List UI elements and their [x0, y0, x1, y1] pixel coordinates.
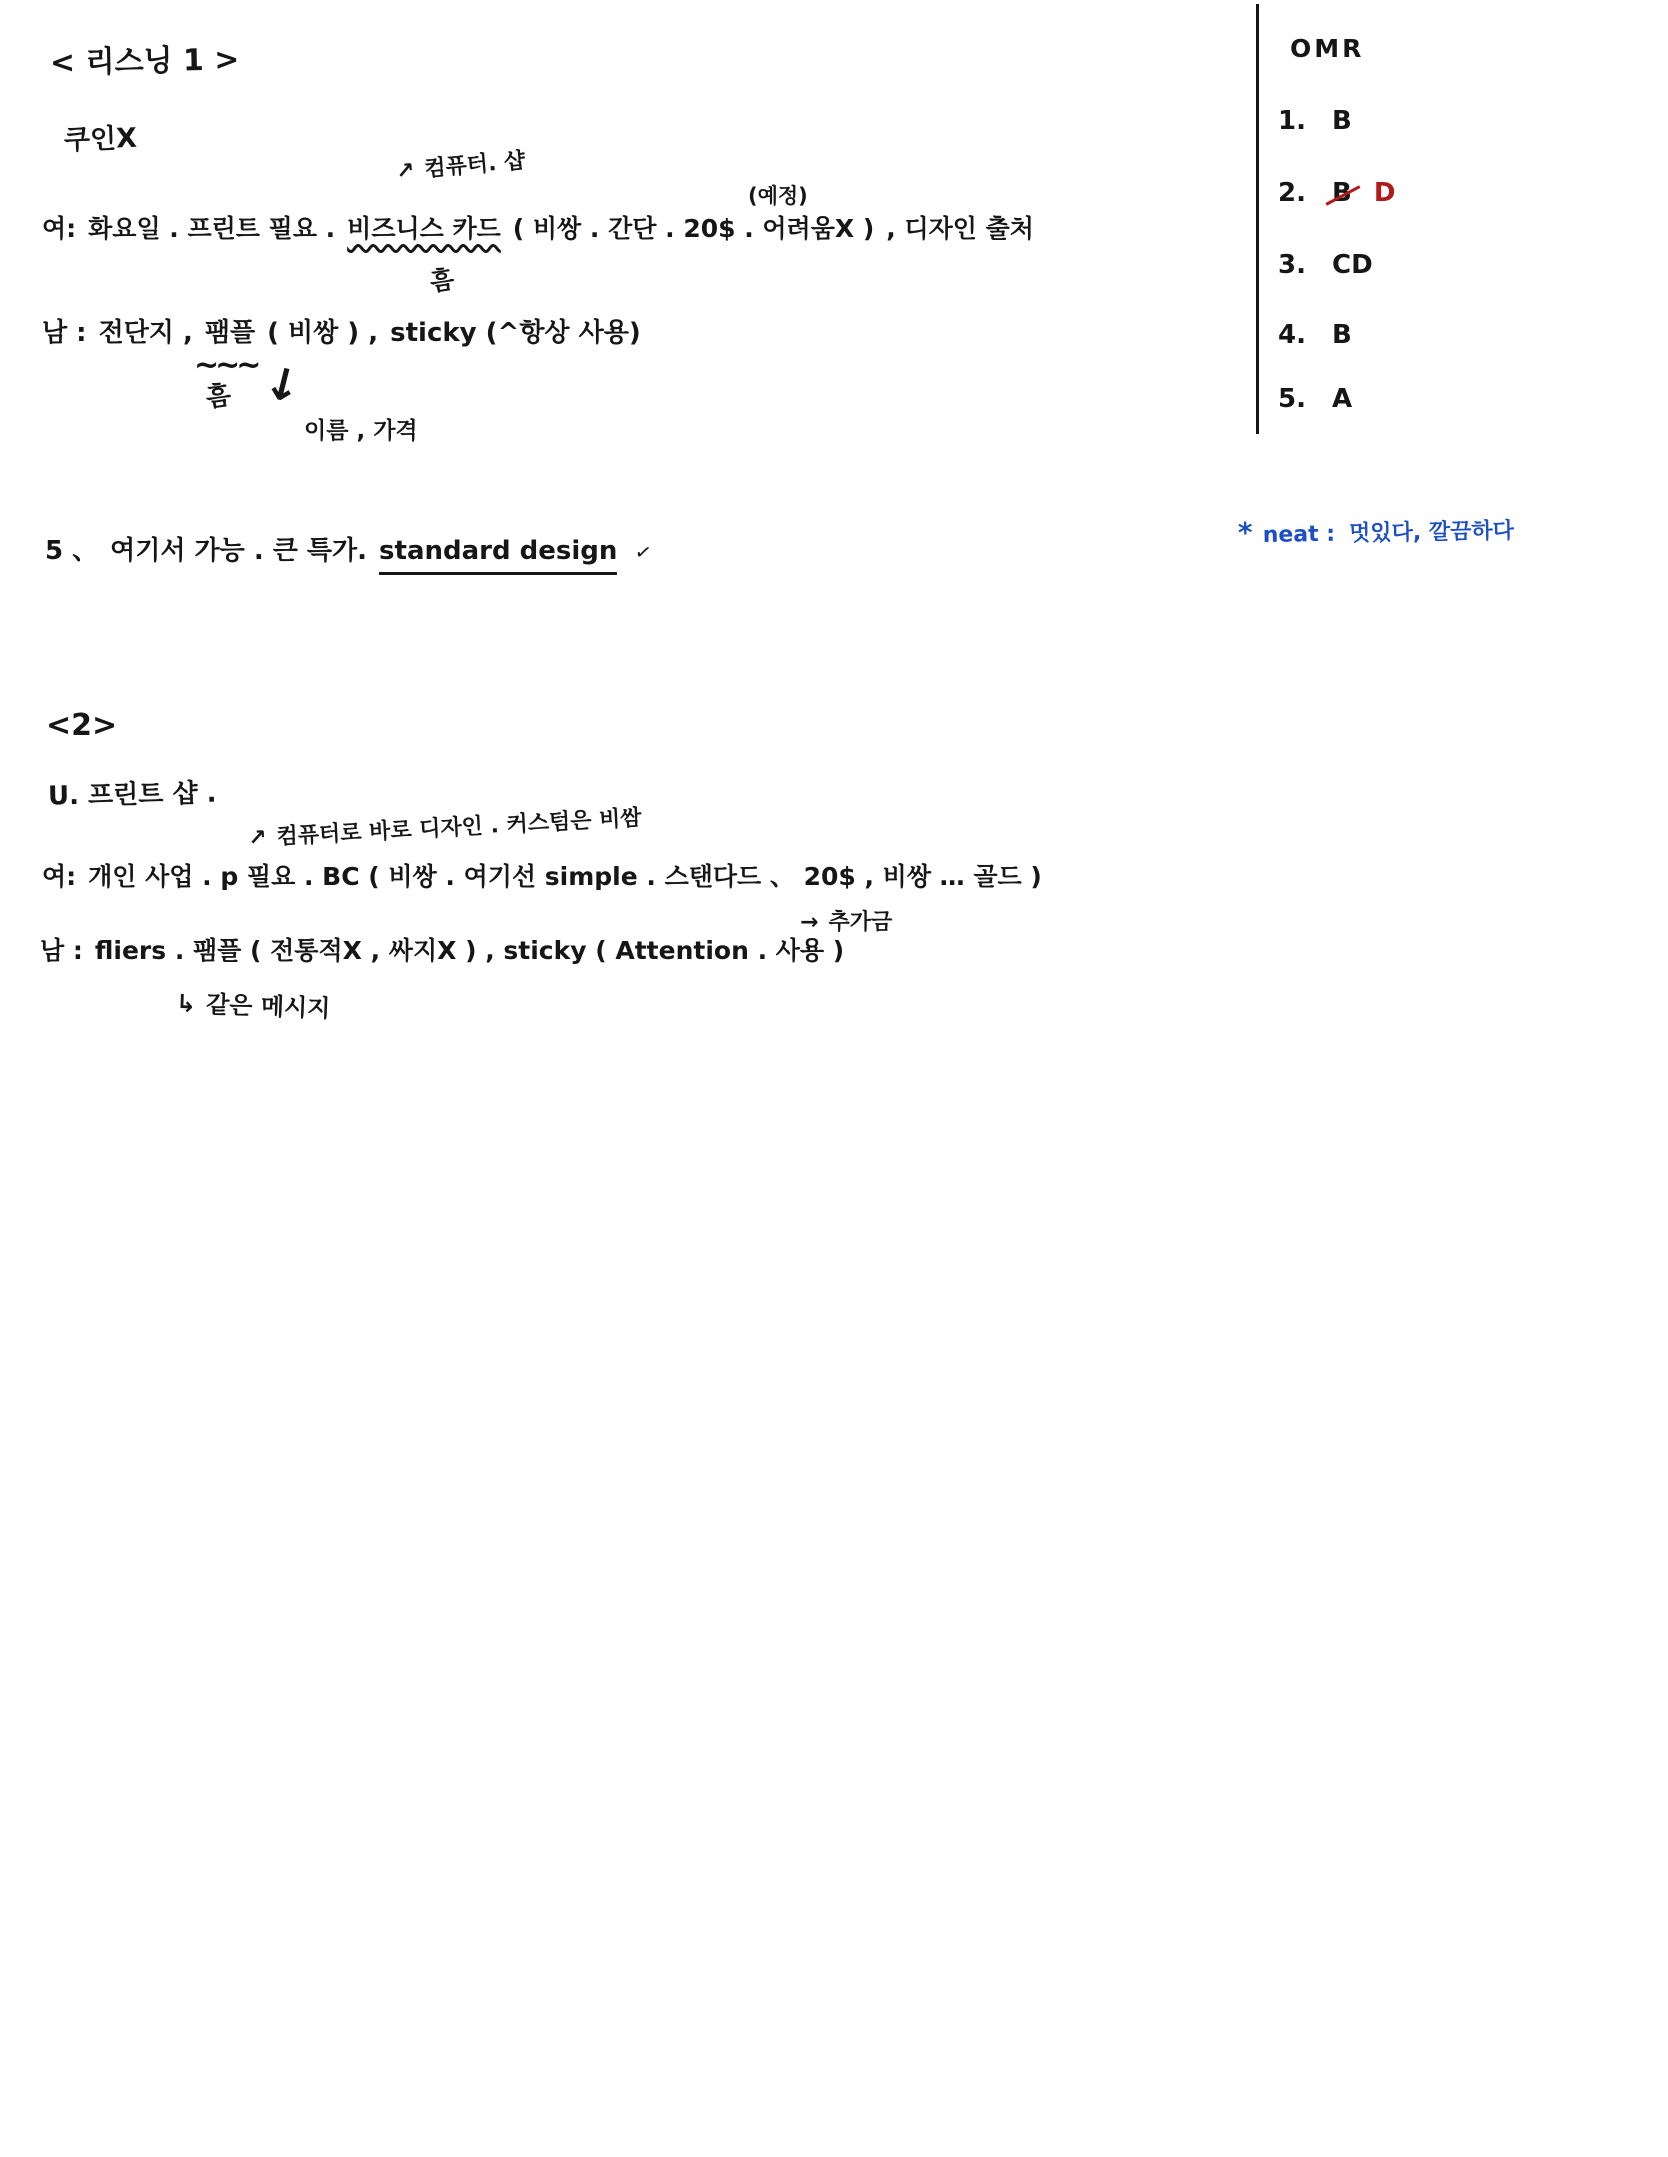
omr-row-3 — [1278, 250, 1395, 280]
woman-line-part2: ( 비쌍 . 간단 . 20$ . 어려움X ) — [512, 214, 875, 243]
up-right-arrow-icon: ↗ — [247, 825, 268, 852]
extra-charge-annotation — [800, 910, 892, 936]
woman-line-part1: 화요일 . 프린트 필요 . — [88, 214, 336, 243]
omr-row-4 — [1278, 320, 1374, 350]
question5-number: 5 、 — [45, 536, 99, 566]
man-line-highlight: 팸플 — [204, 318, 256, 348]
speaker-label-man: 남 : — [40, 936, 83, 965]
arrow-annotation-text: 컴퓨터. 샵 — [423, 148, 527, 183]
omr-answer: B — [1332, 106, 1352, 136]
man-line-part2: ( 비쌍 ) , — [267, 318, 379, 348]
up-right-arrow-icon: ↗ — [395, 158, 416, 185]
omr-answer: A — [1332, 384, 1353, 414]
omr-corrected-answer: D — [1373, 178, 1396, 208]
section1-arrow-annotation — [395, 148, 526, 186]
same-message-annotation — [176, 989, 331, 1023]
omr-row-1 — [1278, 106, 1374, 136]
omr-question-number: 4. — [1278, 320, 1306, 350]
squiggle-mark: ~~~ — [194, 348, 258, 383]
speaker-label-woman: 여: — [42, 862, 77, 891]
omr-question-number: 5. — [1278, 384, 1306, 414]
section1-pre-note: (예정) — [748, 184, 808, 208]
speaker-label-woman: 여: — [42, 214, 77, 243]
man-line-text: fliers . 팸플 ( 전통적X , 싸지X ) , sticky ( Attention . 사용 ) — [94, 936, 845, 965]
section1-title: < 리스닝 1 > — [49, 42, 240, 81]
checkmark-icon: ✓ — [633, 538, 655, 566]
down-arrow-icon: ↓ — [258, 356, 307, 415]
omr-question-number: 3. — [1278, 250, 1306, 280]
omr-question-number: 2. — [1278, 178, 1306, 208]
section2-title: <2> — [46, 708, 118, 743]
section2-woman-line — [42, 862, 1054, 892]
omr-question-number: 1. — [1278, 106, 1306, 136]
omr-row-5 — [1278, 384, 1374, 414]
man-line-part3: sticky (^항상 사용) — [390, 318, 641, 348]
man-line-part1: 전단지 , — [98, 318, 193, 348]
arrow-annotation-text: 컴퓨터로 바로 디자인 . 커스텀은 비쌈 — [275, 805, 643, 850]
speaker-label-man: 남 : — [42, 318, 87, 348]
omr-answer: B — [1332, 320, 1352, 350]
same-message-text: 같은 메시지 — [205, 990, 331, 1023]
omr-answer: CD — [1332, 250, 1373, 280]
section2-subnote: U. 프린트 샵 . — [47, 778, 217, 812]
question5-text: 여기서 가능 . 큰 특가. — [110, 536, 368, 566]
hmm-mark-1: 흠 — [428, 264, 456, 297]
extra-charge-text: 추가금 — [828, 910, 893, 935]
omr-title: OMR — [1290, 34, 1365, 63]
omr-row-2 — [1278, 178, 1395, 208]
vocab-note — [1238, 512, 1514, 550]
woman-line-highlight: 비즈니스 카드 — [347, 214, 501, 243]
asterisk-icon: * — [1237, 516, 1253, 550]
vocab-word: neat : — [1262, 521, 1336, 548]
section1-subnote: 쿠인X — [63, 122, 138, 157]
section2-man-line — [40, 936, 856, 966]
right-arrow-icon: → — [800, 910, 819, 935]
section1-woman-line — [42, 214, 1046, 244]
corner-down-right-arrow-icon: ↳ — [175, 989, 197, 1018]
omr-answer-struck: B — [1332, 178, 1352, 208]
vertical-divider-line — [1256, 4, 1259, 434]
section1-man-line — [42, 318, 653, 349]
down-arrow-note: 이름 , 가격 — [304, 418, 418, 444]
hmm-mark-2: 흠 — [204, 380, 233, 414]
question5-underlined: standard design — [379, 536, 617, 575]
vocab-meaning: 멋있다, 깔끔하다 — [1348, 518, 1515, 547]
section2-arrow-annotation — [248, 806, 643, 853]
section1-question5-line — [45, 536, 664, 575]
woman-line-text: 개인 사업 . p 필요 . BC ( 비쌍 . 여기선 simple . 스탠다드 、 20$ , 비쌍 … 골드 ) — [88, 862, 1042, 891]
woman-line-part3: , 디자인 출처 — [886, 214, 1034, 243]
